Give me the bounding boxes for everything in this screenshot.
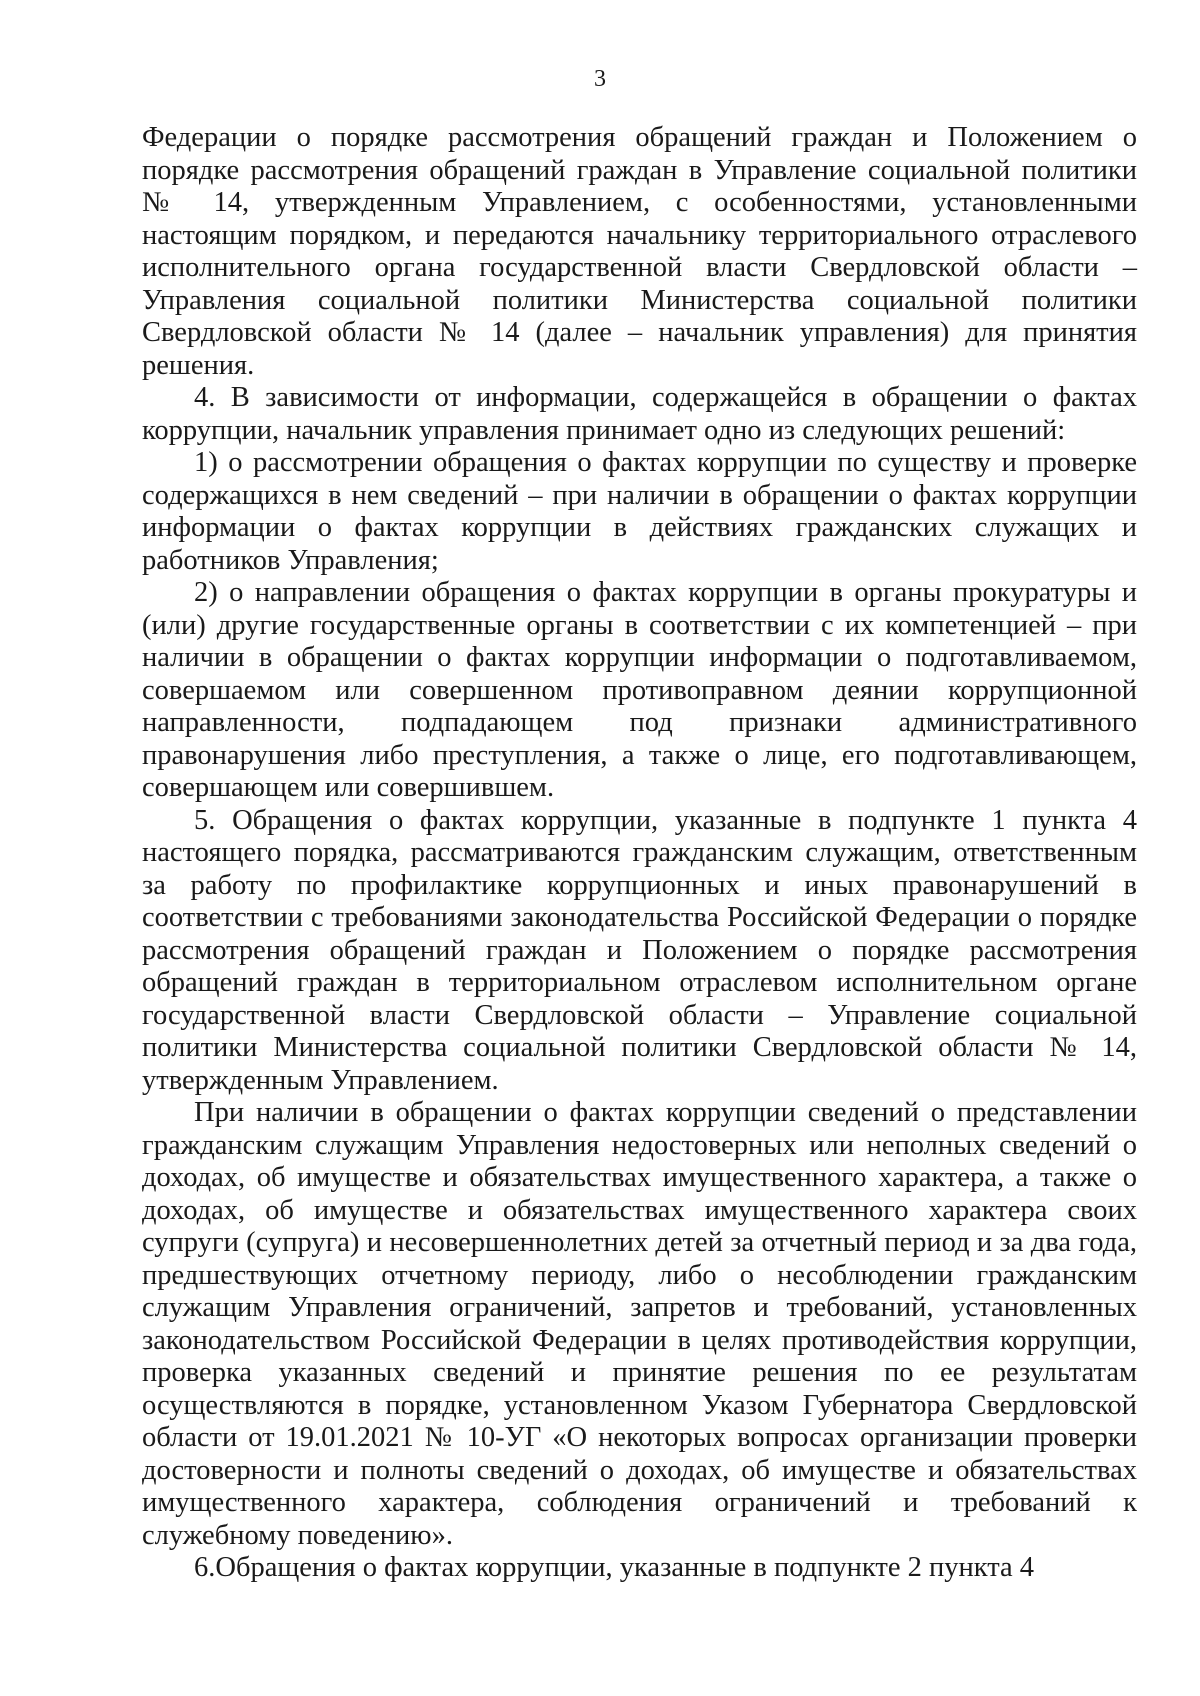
paragraph-item-5: 5. Обращения о фактах коррупции, указанные в подпункте 1 пункта 4 настоящего порядка, рассматриваются гражданским служащим, ответственным за работу по профилактике коррупционных и иных правонарушений в соответствии с требованиями законодательства Российской Федерации о порядке рассмотрения обращений граждан и Положением о порядке рассмотрения обращений граждан в территориальном отраслевом исполнительном органе государственной власти Свердловской области – Управление социальной политики Министерства социальной политики Свердловской области № 14, утвержденным Управлением.: [142, 804, 1137, 1096]
paragraph-item-4: 4. В зависимости от информации, содержащейся в обращении о фактах коррупции, начальник управления принимает одно из следующих решений:: [142, 382, 1137, 446]
paragraph-continuation: Федерации о порядке рассмотрения обращений граждан и Положением о порядке рассмотрения обращений граждан в Управление социальной политики № 14, утвержденным Управлением, с особенностями, установленными настоящим порядком, и передаются начальнику территориального отраслевого исполнительного органа государственной власти Свердловской области – Управления социальной политики Министерства социальной политики Свердловской области № 14 (далее – начальник управления) для принятия решения.: [142, 122, 1137, 381]
document-body: [142, 122, 1137, 1585]
paragraph-item-5-continued: При наличии в обращении о фактах коррупции сведений о представлении гражданским служащим Управления недостоверных или неполных сведений о доходах, об имуществе и обязательствах имущественного характера, а также о доходах, об имуществе и обязательствах имущественного характера своих супруги (супруга) и несовершеннолетних детей за отчетный период и за два года, предшествующих отчетному периоду, либо о несоблюдении гражданским служащим Управления ограничений, запретов и требований, установленных законодательством Российской Федерации в целях противодействия коррупции, проверка указанных сведений и принятие решения по ее результатам осуществляются в порядке, установленном Указом Губернатора Свердловской области от 19.01.2021 № 10-УГ «О некоторых вопросах организации проверки достоверности и полноты сведений о доходах, об имуществе и обязательствах имущественного характера, соблюдения ограничений и требований к служебному поведению».: [142, 1097, 1137, 1551]
page-number: 3: [594, 66, 606, 92]
paragraph-subitem-2: 2) о направлении обращения о фактах коррупции в органы прокуратуры и (или) другие государственные органы в соответствии с их компетенцией – при наличии в обращении о фактах коррупции информации о подготавливаемом, совершаемом или совершенном противоправном деянии коррупционной направленности, подпадающем под признаки административного правонарушения либо преступления, а также о лице, его подготавливающем, совершающем или совершившем.: [142, 577, 1137, 803]
paragraph-item-6: 6.Обращения о фактах коррупции, указанные в подпункте 2 пункта 4: [194, 1552, 1035, 1583]
paragraph-subitem-1: 1) о рассмотрении обращения о фактах коррупции по существу и проверке содержащихся в нем сведений – при наличии в обращении о фактах коррупции информации о фактах коррупции в действиях гражданских служащих и работников Управления;: [142, 447, 1137, 576]
